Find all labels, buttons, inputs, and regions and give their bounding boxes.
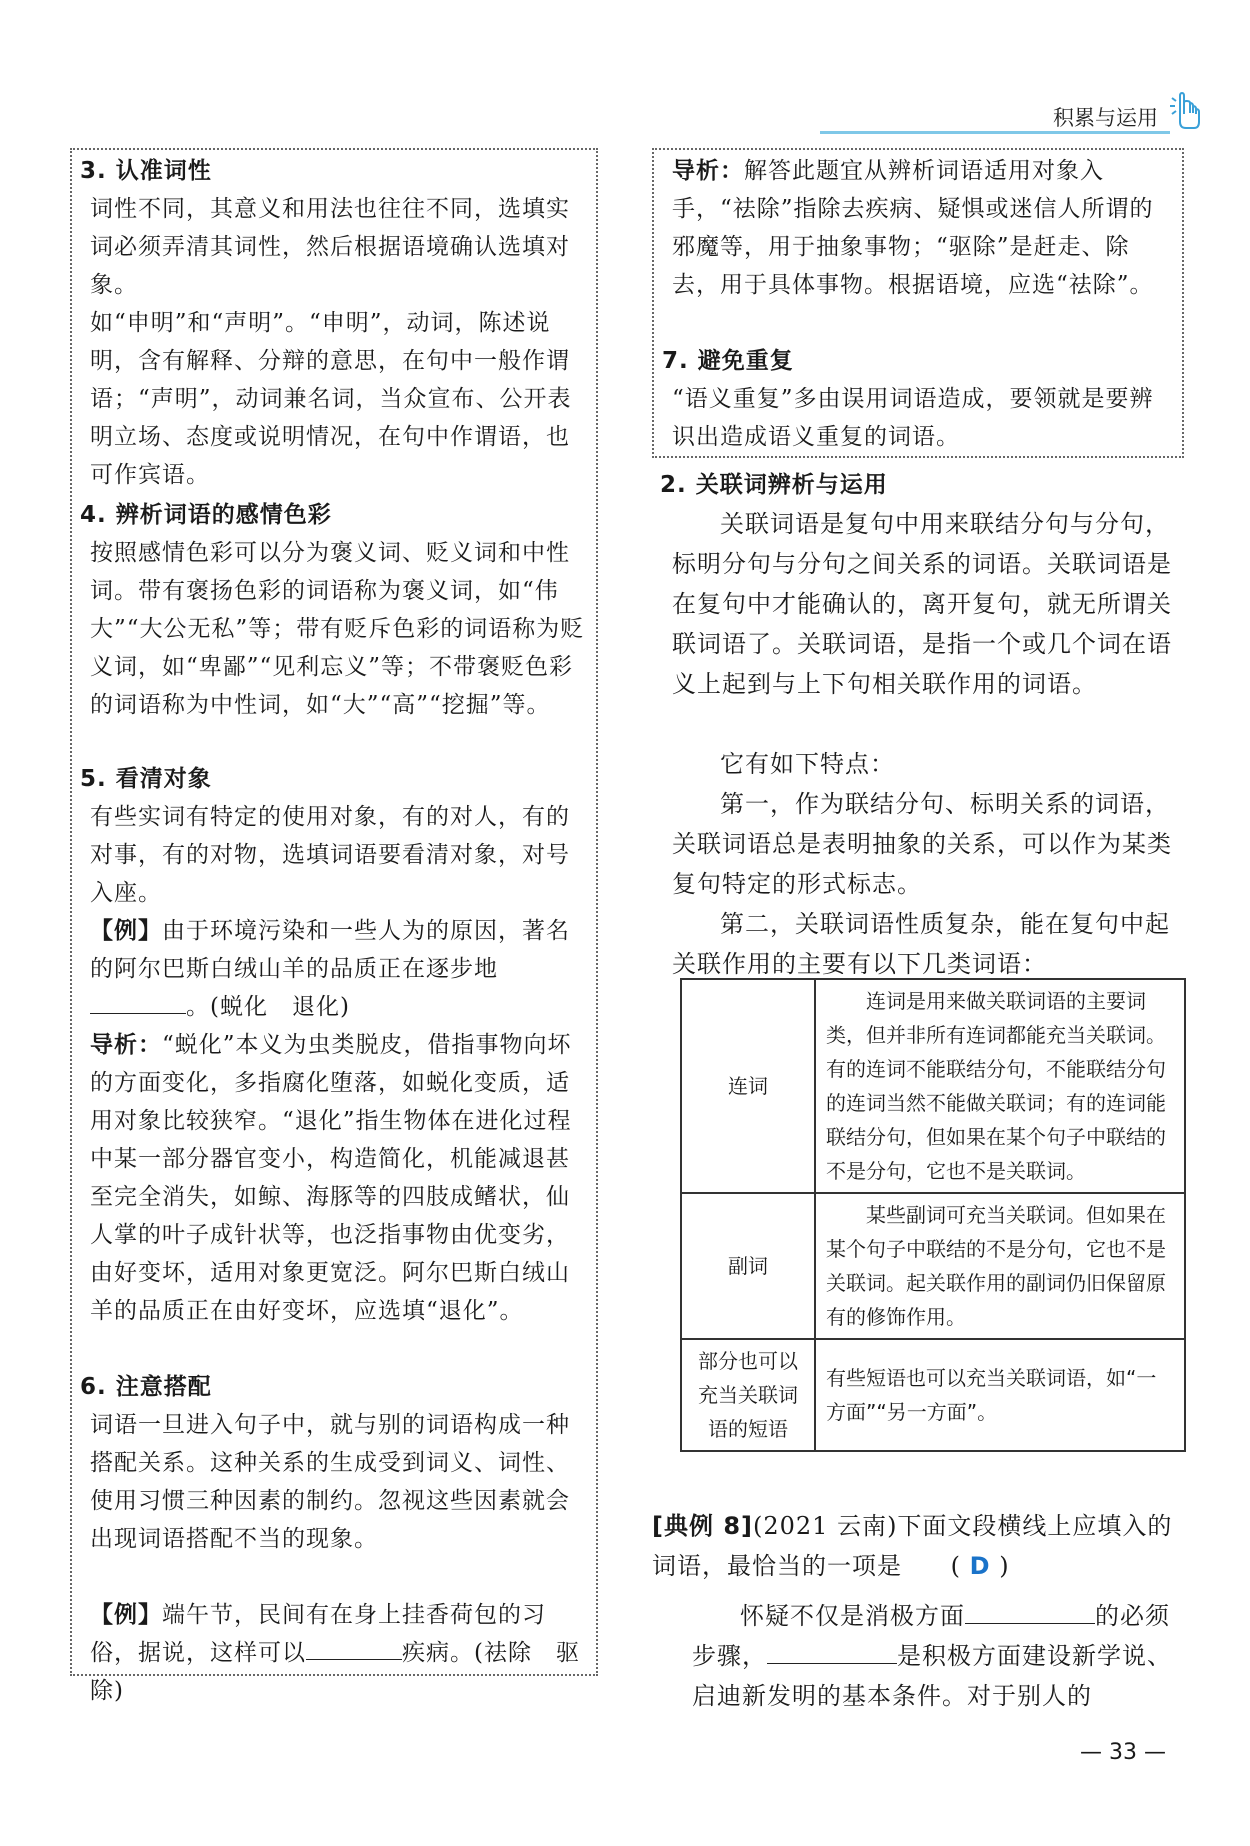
passage-text-b: 的必须步骤， bbox=[692, 1602, 1170, 1670]
answer-letter: D bbox=[969, 1552, 991, 1580]
passage-text-c: 是积极方面建设新学说、启迪新发明的基本条件。对于别人的 bbox=[692, 1642, 1172, 1710]
example-6 bbox=[90, 1596, 586, 1710]
sec2-paragraph-1: 关联词语是复句中用来联结分句与分句，标明分句与分句之间关系的词语。关联词语是在复句中才能确认的，离开复句，就无所谓关联词语了。关联词语，是指一个或几个词在语义上起到与上下句相关联作用的词语。 bbox=[672, 510, 1172, 698]
heading-6: 6. 注意搭配 bbox=[80, 1374, 212, 1400]
heading-3: 3. 认准词性 bbox=[80, 158, 212, 184]
paragraph-6: 词语一旦进入句子中，就与别的词语构成一种搭配关系。这种关系的生成受到词义、词性、使用习惯三种因素的制约。忽视这些因素就会出现词语搭配不当的现象。 bbox=[90, 1412, 570, 1552]
table-key-cell: 副词 bbox=[681, 1193, 815, 1339]
example-8-passage bbox=[692, 1596, 1188, 1716]
answer-blank bbox=[767, 1643, 897, 1664]
sec2-paragraph-4: 第二，关联词语性质复杂，能在复句中起关联作用的主要有以下几类词语： bbox=[672, 910, 1170, 978]
paragraph-5: 有些实词有特定的使用对象，有的对人，有的对事，有的对物，选填词语要看清对象，对号入座。 bbox=[90, 804, 570, 906]
paragraph-3a: 词性不同，其意义和用法也往往不同，选填实词必须弄清其词性，然后根据语境确认选填对象。 bbox=[90, 196, 570, 298]
table-row bbox=[681, 979, 1185, 1193]
conjunction-table bbox=[680, 978, 1186, 1452]
sec2-paragraph-3: 第一，作为联结分句、标明关系的词语，关联词语总是表明抽象的关系，可以作为某类复句特定的形式标志。 bbox=[672, 790, 1172, 898]
table-key-cell: 连词 bbox=[681, 979, 815, 1193]
example-8-question bbox=[652, 1506, 1192, 1586]
heading-4: 4. 辨析词语的感情色彩 bbox=[80, 502, 332, 528]
page-header bbox=[820, 92, 1210, 136]
table-row bbox=[681, 1339, 1185, 1451]
example-6-text-b: 疾病。(祛除 驱除) bbox=[90, 1640, 580, 1704]
example-5-text-a: 由于环境污染和一些人为的原因，著名的阿尔巴斯白绒山羊的品质正在逐步地 bbox=[90, 918, 570, 982]
table-value-cell: 有些短语也可以充当关联词语，如“一方面”“另一方面”。 bbox=[815, 1339, 1185, 1451]
example-8-text: (2021 云南)下面文段横线上应填入的词语，最恰当的一项是 bbox=[652, 1512, 1173, 1580]
table-value-cell: 连词是用来做关联词语的主要词类，但并非所有连词都能充当关联词。有的连词不能联结分句，不能联结分句的连词当然不能做关联词；有的连词能联结分句，但如果在某个句子中联结的不是分句，它也不是关联词。 bbox=[815, 979, 1185, 1193]
answer-blank bbox=[90, 993, 186, 1014]
example-5-text-b: 。(蜕化 退化) bbox=[186, 994, 350, 1020]
heading-sec2: 2. 关联词辨析与运用 bbox=[660, 472, 888, 498]
answer-paren: ( D ) bbox=[950, 1552, 1010, 1580]
passage-text-a: 怀疑不仅是消极方面 bbox=[740, 1602, 965, 1630]
example-label: 【例】 bbox=[90, 1602, 162, 1628]
table-key-cell: 部分也可以充当关联词语的短语 bbox=[681, 1339, 815, 1451]
heading-7: 7. 避免重复 bbox=[662, 348, 794, 374]
guide-5-text: “蜕化”本义为虫类脱皮，借指事物向坏的方面变化，多指腐化堕落，如蜕化变质，适用对象比较狭窄。“退化”指生物体在进化过程中某一部分器官变小，构造简化，机能减退甚至完全消失，如鲸、海豚等的四肢成鳍状，仙人掌的叶子成针状等，也泛指事物由优变劣，由好变坏，适用对象更宽泛。阿尔巴斯白绒山羊的品质正在由好变坏，应选填“退化”。 bbox=[90, 1032, 572, 1324]
paragraph-3b: 如“申明”和“声明”。“申明”，动词，陈述说明，含有解释、分辩的意思，在句中一般作谓语；“声明”，动词兼名词，当众宣布、公开表明立场、态度或说明情况，在句中作谓语，也可作宾语。 bbox=[90, 310, 572, 488]
header-rule bbox=[820, 131, 1170, 134]
answer-blank bbox=[306, 1639, 402, 1660]
table-value-cell: 某些副词可充当关联词。但如果在某个句子中联结的不是分句，它也不是关联词。起关联作用的副词仍旧保留原有的修饰作用。 bbox=[815, 1193, 1185, 1339]
page-number: — 33 — bbox=[1080, 1740, 1166, 1765]
example-5 bbox=[90, 912, 586, 1026]
example-6-text-a: 端午节，民间有在身上挂香荷包的习俗，据说，这样可以 bbox=[90, 1602, 546, 1666]
example-label: 【例】 bbox=[90, 918, 162, 944]
heading-5: 5. 看清对象 bbox=[80, 766, 212, 792]
example-8-label: [典例 8] bbox=[652, 1512, 753, 1540]
guide-label: 导析： bbox=[672, 158, 744, 184]
paragraph-7: “语义重复”多由误用词语造成，要领就是要辨识出造成语义重复的词语。 bbox=[672, 386, 1154, 450]
guide-6-text: 解答此题宜从辨析词语适用对象入手，“祛除”指除去疾病、疑惧或迷信人所谓的邪魔等，用于抽象事物；“驱除”是赶走、除去，用于具体事物。根据语境，应选“祛除”。 bbox=[672, 158, 1154, 298]
sec2-paragraph-2: 它有如下特点： bbox=[720, 750, 895, 778]
pointing-hand-icon bbox=[1166, 92, 1204, 132]
guide-6 bbox=[672, 152, 1172, 304]
table-row bbox=[681, 1193, 1185, 1339]
paragraph-4: 按照感情色彩可以分为褒义词、贬义词和中性词。带有褒扬色彩的词语称为褒义词，如“伟大”“大公无私”等；带有贬斥色彩的词语称为贬义词，如“卑鄙”“见利忘义”等；不带褒贬色彩的词语称为中性词，如“大”“高”“挖掘”等。 bbox=[90, 540, 585, 718]
guide-5 bbox=[90, 1026, 586, 1330]
answer-blank bbox=[965, 1603, 1095, 1624]
guide-label: 导析： bbox=[90, 1032, 162, 1058]
section-title: 积累与运用 bbox=[1053, 106, 1158, 130]
